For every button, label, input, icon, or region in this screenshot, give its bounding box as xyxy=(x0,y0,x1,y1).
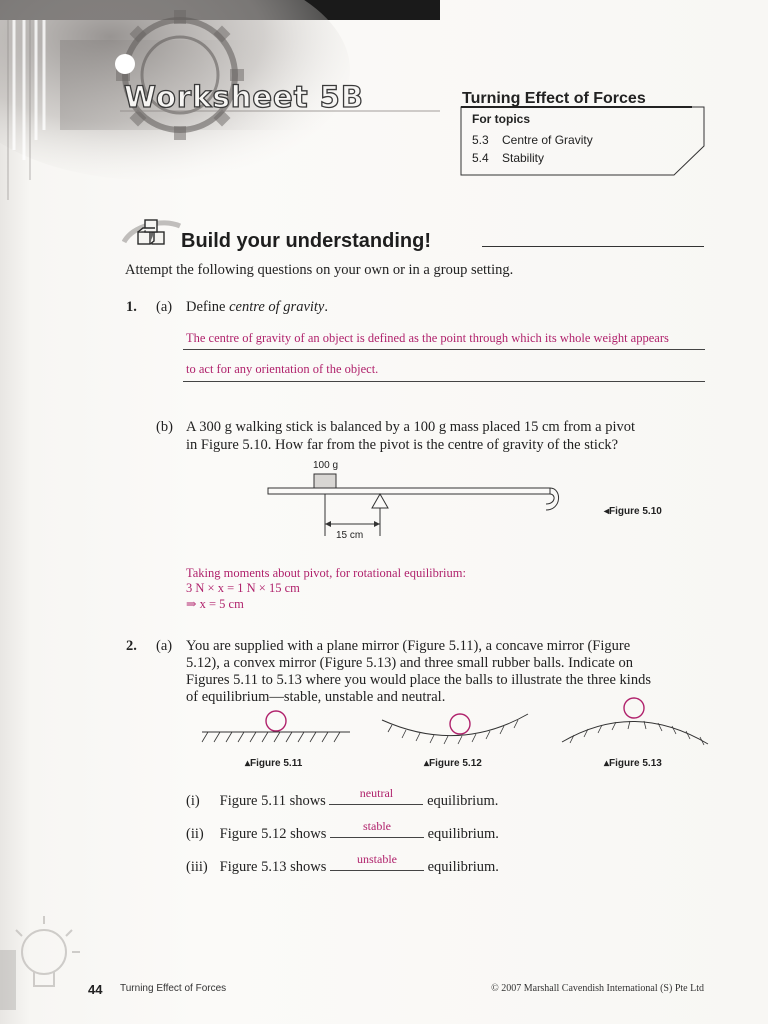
topic-title: Turning Effect of Forces xyxy=(462,90,646,107)
section-title: Build your understanding! xyxy=(181,230,431,252)
ball-marker xyxy=(624,698,644,718)
question-term: centre of gravity xyxy=(229,299,325,315)
walking-stick-diagram xyxy=(262,470,572,550)
answer-text: Taking moments about pivot, for rotational equilibrium: xyxy=(186,566,466,580)
figure-caption: ▴Figure 5.13 xyxy=(604,758,662,769)
item-label: (iii) xyxy=(186,859,208,875)
answer-text: stable xyxy=(363,819,391,833)
answer-line xyxy=(183,381,705,382)
answer-blank xyxy=(330,819,424,838)
answer-text: ⇒ x = 5 cm xyxy=(186,597,244,611)
answer-text: neutral xyxy=(359,786,394,800)
equilibrium-item xyxy=(186,819,499,843)
plane-mirror-diagram xyxy=(198,706,354,746)
mass-label: 100 g xyxy=(313,460,339,471)
cubes-icon xyxy=(122,216,182,252)
answer-text: 3 N × x = 1 N × 15 cm xyxy=(186,581,300,595)
question-number: 2. xyxy=(126,638,137,654)
equilibrium-item xyxy=(186,852,499,876)
question-text: in Figure 5.10. How far from the pivot is the centre of gravity of the stick? xyxy=(186,437,619,453)
question-number: 1. xyxy=(126,299,137,315)
topic-item xyxy=(472,151,544,165)
distance-label: 15 cm xyxy=(336,530,364,541)
topics-box xyxy=(460,106,706,176)
item-suffix: equilibrium. xyxy=(427,793,499,809)
figure-caption: ▴Figure 5.11 xyxy=(245,758,303,769)
worksheet-title: Worksheet 5B xyxy=(124,80,364,114)
topic-number: 5.4 xyxy=(472,151,489,165)
item-suffix: equilibrium. xyxy=(427,859,499,875)
answer-text: to act for any orientation of the object. xyxy=(186,362,379,376)
footer-topic: Turning Effect of Forces xyxy=(120,983,227,994)
question-1a-prompt xyxy=(186,299,328,316)
question-part-label: (a) xyxy=(156,638,173,654)
question-prompt-text: Define xyxy=(186,299,226,315)
figure-caption: ◂Figure 5.10 xyxy=(604,506,662,517)
item-prefix: Figure 5.13 shows xyxy=(219,859,327,875)
figure-caption-text: Figure 5.10 xyxy=(609,506,662,517)
figure-caption-text: Figure 5.13 xyxy=(609,758,662,769)
item-label: (ii) xyxy=(186,826,204,842)
question-text: A 300 g walking stick is balanced by a 100 g mass placed 15 cm from a pivot xyxy=(186,419,636,435)
topic-item xyxy=(472,133,593,147)
section-title-underline xyxy=(482,246,704,247)
question-text: You are supplied with a plane mirror (Figure 5.11), a concave mirror (Figure xyxy=(186,638,631,654)
answer-line xyxy=(183,349,705,350)
question-part-label: (b) xyxy=(156,419,173,435)
topic-name: Stability xyxy=(502,151,545,165)
question-part-label: (a) xyxy=(156,299,173,315)
topic-name: Centre of Gravity xyxy=(502,133,593,147)
item-suffix: equilibrium. xyxy=(427,826,499,842)
answer-blank xyxy=(330,852,424,871)
equilibrium-item xyxy=(186,786,499,810)
concave-mirror-diagram xyxy=(378,706,532,750)
item-prefix: Figure 5.11 shows xyxy=(219,793,326,809)
answer-text: The centre of gravity of an object is defined as the point through which its whole weight appears xyxy=(186,331,669,345)
topic-number: 5.3 xyxy=(472,133,489,147)
ball-marker xyxy=(266,711,286,731)
question-text: 5.12), a convex mirror (Figure 5.13) and three small rubber balls. Indicate on xyxy=(186,655,633,671)
copyright-notice: © 2007 Marshall Cavendish International (S) Pte Ltd xyxy=(491,983,704,994)
section-instruction: Attempt the following questions on your own or in a group setting. xyxy=(125,262,514,278)
answer-blank xyxy=(329,786,423,805)
question-text: of equilibrium—stable, unstable and neutral. xyxy=(186,689,446,705)
item-prefix: Figure 5.12 shows xyxy=(219,826,327,842)
page-number: 44 xyxy=(88,982,103,997)
answer-text: unstable xyxy=(357,852,397,866)
figure-caption-text: Figure 5.11 xyxy=(250,758,303,769)
figure-caption: ▴Figure 5.12 xyxy=(424,758,482,769)
figure-caption-text: Figure 5.12 xyxy=(429,758,482,769)
convex-mirror-diagram xyxy=(558,694,712,750)
ball-marker xyxy=(450,714,470,734)
question-period: . xyxy=(324,299,328,315)
for-topics-label: For topics xyxy=(472,112,531,126)
question-text: Figures 5.11 to 5.13 where you would place the balls to illustrate the three kinds xyxy=(186,672,651,688)
item-label: (i) xyxy=(186,793,200,809)
